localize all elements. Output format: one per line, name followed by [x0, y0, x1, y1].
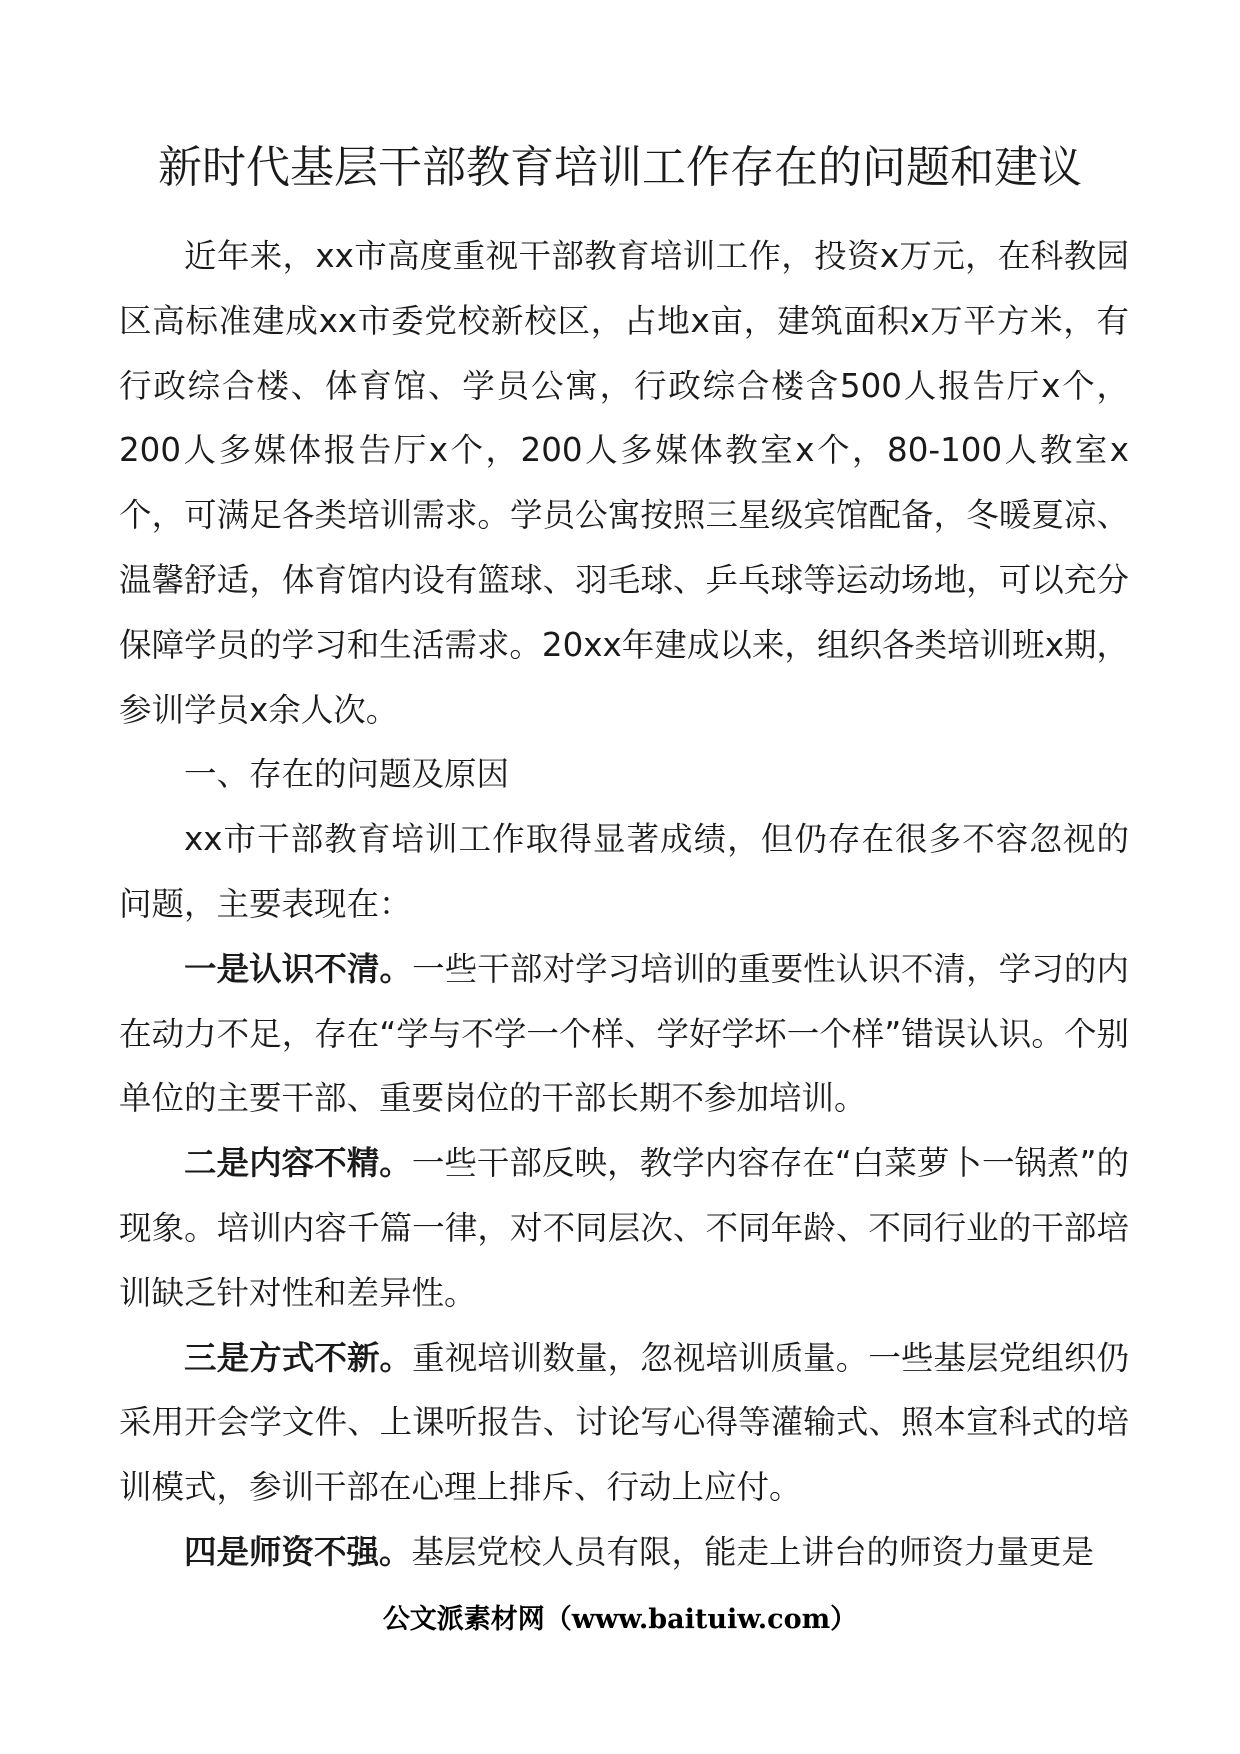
paragraph-text: 一些干部反映，教学内容存在“白菜萝卜一锅煮”的现象。培训内容千篇一律，对不同层次、不同年龄、不同行业的干部培训缺乏针对性和差异性。 [119, 1144, 1129, 1312]
document-title: 新时代基层干部教育培训工作存在的问题和建议 [158, 142, 1082, 193]
section-heading [119, 742, 1129, 807]
paragraph-summary [119, 807, 1129, 937]
paragraph-intro [119, 224, 1129, 742]
paragraph-lead: 三是方式不新。 [184, 1338, 413, 1377]
source-watermark: 公文派素材网（www.baituiw.com） [382, 1604, 858, 1635]
paragraph-text: 一、存在的问题及原因 [184, 755, 510, 794]
paragraph-point-3 [119, 1326, 1129, 1520]
paragraph-text: xx市干部教育培训工作取得显著成绩，但仍存在很多不容忽视的问题，主要表现在： [119, 820, 1129, 923]
paragraph-point-4 [119, 1520, 1129, 1585]
paragraph-text: 基层党校人员有限，能走上讲台的师资力量更是 [411, 1532, 1095, 1571]
paragraph-text: 重视培训数量，忽视培训质量。一些基层党组织仍采用开会学文件、上课听报告、讨论写心得等灌输式、照本宣科式的培训模式，参训干部在心理上排斥、行动上应付。 [119, 1338, 1129, 1507]
paragraph-lead: 一是认识不清。 [184, 949, 413, 988]
paragraph-text: 近年来，xx市高度重视干部教育培训工作，投资x万元，在科教园区高标准建成xx市委党校新校区，占地x亩，建筑面积x万平方米，有行政综合楼、体育馆、学员公寓，行政综合楼含500人报告厅x个，200人多媒体报告厅x个，200人多媒体教室x个，80-100人教室x个，可满足各类培训需求。学员公寓按照三星级宾馆配备，冬暖夏凉、温馨舒适，体育馆内设有篮球、羽毛球、乒乓球等运动场地，可以充分保障学员的学习和生活需求。20xx年建成以来，组织各类培训班x期，参训学员x余人次。 [119, 237, 1129, 729]
paragraph-point-2 [119, 1131, 1129, 1325]
paragraph-point-1 [119, 937, 1129, 1131]
paragraph-text: 一些干部对学习培训的重要性认识不清，学习的内在动力不足，存在“学与不学一个样、学好学坏一个样”错误认识。个别单位的主要干部、重要岗位的干部长期不参加培训。 [119, 949, 1129, 1118]
paragraph-lead: 二是内容不精。 [184, 1144, 412, 1183]
paragraph-lead: 四是师资不强。 [184, 1532, 412, 1571]
document-body [119, 224, 1129, 1585]
